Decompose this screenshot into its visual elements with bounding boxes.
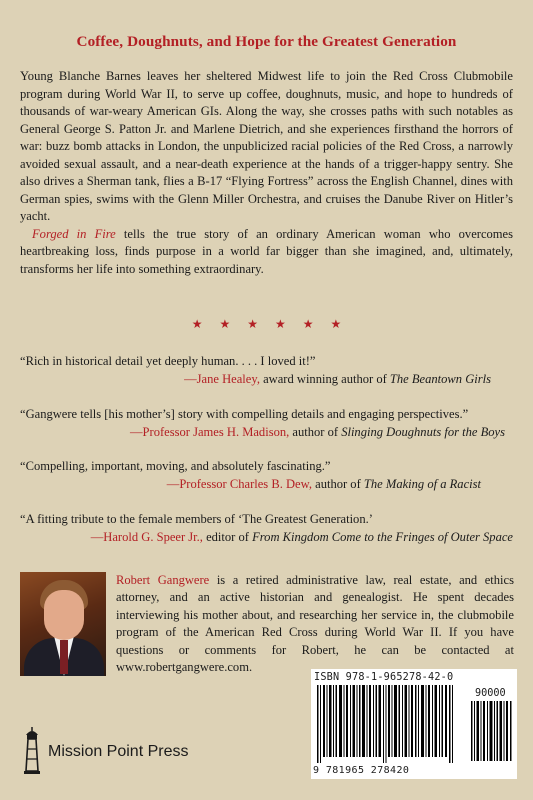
- quote-text: “Gangwere tells [his mother’s] story with compelling details and engaging perspectives.”: [20, 407, 469, 421]
- book-title: Forged in Fire: [32, 226, 116, 241]
- review-quote: [20, 511, 513, 546]
- attribution-dash: —: [184, 371, 197, 386]
- description-paragraph-2-text: tells the true story of an ordinary American woman who overcomes heartbreaking loss, finds purpose in a world far bigger than she imagined, and, ultimately, transforms her life into something extraordinary.: [20, 226, 514, 277]
- author-photo: [20, 572, 106, 676]
- back-cover-headline: Coffee, Doughnuts, and Hope for the Greatest Generation: [76, 33, 457, 50]
- quote-text: “Compelling, important, moving, and absolutely fascinating.”: [20, 459, 331, 473]
- author-bio: [116, 572, 514, 676]
- reviewer-book: The Beantown Girls: [389, 371, 491, 386]
- quote-attribution: [20, 424, 513, 442]
- star-divider: ★★★★★★: [191, 317, 359, 331]
- barcode-digits: 9 781965 278420: [313, 765, 410, 776]
- attribution-dash: —: [90, 529, 104, 544]
- author-bio-text: is a retired administrative law, real estate, and ethics attorney, and an active historian and genealogist. He spent decades interviewing his mother about, and researching her service in, the clubmobile program of the American Red Cross during World War II. If you have questions or comments for Robert, he can be contacted at www.robertgangwere.com.: [116, 573, 514, 675]
- reviewer-role: author of: [289, 424, 342, 439]
- quote-attribution: [20, 529, 513, 547]
- description-paragraph-1: Young Blanche Barnes leaves her sheltered Midwest life to join the Red Cross Clubmobile program during World War II, to serve up coffee, doughnuts, music, and hope to hundreds of thousands of war-weary American GIs. Along the way, she crosses paths with such notables as General George S. Patton Jr. and Marlene Dietrich, and she experiences firsthand the horrors of war: buzz bomb attacks in London, the unpublicized racial policies of the Red Cross, a narrowly avoided sexual assault, and a near-death experience at the hands of a trigger-happy sentry. She also drives a Sherman tank, flies a B-17 “Flying Fortress” across the English Channel, dines with German spies, swims with the Glenn Miller Orchestra, and cruises the Danube River on Hitler’s yacht.: [20, 69, 513, 224]
- attribution-dash: —: [130, 424, 143, 439]
- review-quote: [20, 458, 513, 493]
- price-code: 90000: [475, 688, 506, 699]
- reviewer-book: The Making of a Racist: [363, 476, 481, 491]
- reviewer-book: From Kingdom Come to the Fringes of Outer Space: [252, 529, 513, 544]
- isbn-barcode: [311, 669, 517, 779]
- description-paragraph-2: [20, 226, 513, 279]
- reviewer-name: Harold G. Speer Jr.,: [103, 529, 203, 544]
- quote-text: “Rich in historical detail yet deeply human. . . . I loved it!”: [20, 354, 316, 368]
- book-description: [20, 68, 513, 279]
- publisher-name: Mission Point Press: [48, 743, 189, 760]
- reviewer-book: Slinging Doughnuts for the Boys: [341, 424, 505, 439]
- reviewer-name: Professor James H. Madison,: [142, 424, 290, 439]
- reviewer-role: editor of: [202, 529, 253, 544]
- lighthouse-logo-icon: [20, 725, 44, 775]
- barcode-bars: [311, 669, 517, 779]
- reviewer-name: Jane Healey,: [196, 371, 260, 386]
- quote-text: “A fitting tribute to the female members of ‘The Greatest Generation.’: [20, 512, 373, 526]
- author-name: Robert Gangwere: [116, 573, 210, 587]
- review-quote: [20, 353, 513, 388]
- quote-attribution: [20, 476, 513, 494]
- quote-attribution: [20, 371, 513, 389]
- reviewer-role: author of: [311, 476, 364, 491]
- attribution-dash: —: [166, 476, 180, 491]
- isbn-number: ISBN 978-1-965278-42-0: [314, 672, 454, 683]
- reviewer-role: award winning author of: [259, 371, 390, 386]
- review-quote: [20, 406, 513, 441]
- reviewer-name: Professor Charles B. Dew,: [179, 476, 312, 491]
